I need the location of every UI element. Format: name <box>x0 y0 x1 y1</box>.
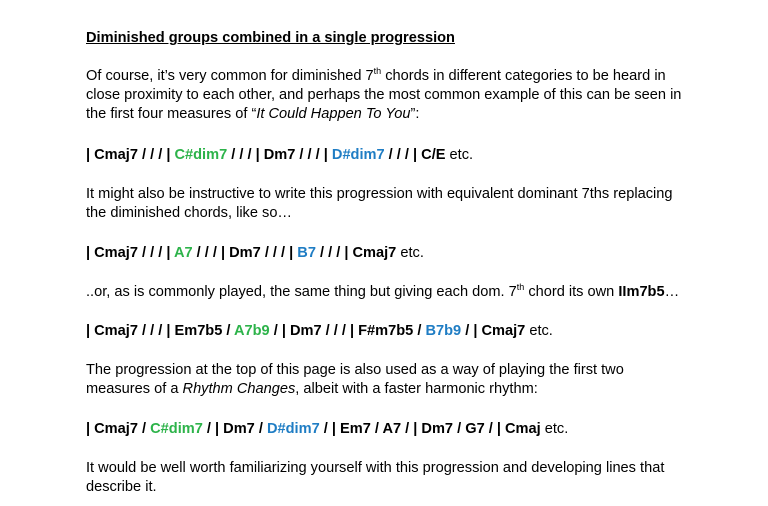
chord: G7 <box>465 421 485 437</box>
chord: Cmaj7 <box>94 147 138 163</box>
chord: Cmaj7 <box>94 421 138 437</box>
paragraph-5-line-1: It would be well worth familiarizing yourself with this progression and developing lines that <box>86 460 665 476</box>
chord: IIm7b5 <box>618 284 665 300</box>
section-heading: Diminished groups combined in a single progression <box>86 30 455 46</box>
paragraph-4-line-1: The progression at the top of this page is also used as a way of playing the first two <box>86 362 624 378</box>
chord: F#m7b5 <box>358 323 414 339</box>
chord: A7b9 <box>233 323 270 339</box>
chord: C#dim7 <box>150 421 203 437</box>
paragraph-1-line-1: Of course, it’s very common for diminished 7th chords in different categories to be heard in <box>86 66 666 84</box>
chord: Dm7 <box>289 323 322 339</box>
chord: D#dim7 <box>266 421 320 437</box>
chord: Cmaj7 <box>94 323 138 339</box>
progression-4: | Cmaj7 / C#dim7 / | Dm7 / D#dim7 / | Em7 / A7 / | Dm7 / G7 / | Cmaj etc. <box>86 421 569 437</box>
progression-1: | Cmaj7 / / / | C#dim7 / / / | Dm7 / / / | D#dim7 / / / | C/E etc. <box>86 147 474 163</box>
paragraph-2-line-1: It might also be instructive to write this progression with equivalent dominant 7ths replacing <box>86 186 673 202</box>
paragraph-4-line-2: measures of a Rhythm Changes, albeit with a faster harmonic rhythm: <box>86 381 538 397</box>
chord: B7 <box>297 245 316 261</box>
chord: Dm7 <box>421 421 454 437</box>
chord: Dm7 <box>223 421 255 437</box>
chord: Cmaj <box>505 421 541 437</box>
progression-2: | Cmaj7 / / / | A7 / / / | Dm7 / / / | B7 / / / | Cmaj7 etc. <box>86 245 424 261</box>
chord: A7 <box>173 245 193 261</box>
paragraph-1-line-3: the first four measures of “It Could Happen To You”: <box>86 106 420 122</box>
chord: B7b9 <box>425 323 462 339</box>
chord: C/E <box>421 147 446 163</box>
chord: Cmaj7 <box>352 245 397 261</box>
paragraph-2-line-2: the diminished chords, like so… <box>86 205 293 221</box>
tune-title: Rhythm Changes <box>182 381 296 397</box>
chord: Cmaj7 <box>481 323 526 339</box>
paragraph-5-line-2: describe it. <box>86 479 157 495</box>
chord: Dm7 <box>263 147 296 163</box>
progression-3: | Cmaj7 / / / | Em7b5 / A7b9 / | Dm7 / / / | F#m7b5 / B7b9 / | Cmaj7 etc. <box>86 323 553 339</box>
paragraph-1-line-2: close proximity to each other, and perhaps the most common example of this can be seen in <box>86 87 682 103</box>
chord: Cmaj7 <box>94 245 138 261</box>
chord: A7 <box>382 421 402 437</box>
chord: D#dim7 <box>331 147 385 163</box>
chord: C#dim7 <box>174 147 228 163</box>
chord: Em7b5 <box>174 323 223 339</box>
chord: Dm7 <box>229 245 261 261</box>
chord: Em7 <box>340 421 371 437</box>
paragraph-3: ..or, as is commonly played, the same thing but giving each dom. 7th chord its own IIm7b5… <box>86 282 680 300</box>
song-title: It Could Happen To You <box>256 106 411 122</box>
